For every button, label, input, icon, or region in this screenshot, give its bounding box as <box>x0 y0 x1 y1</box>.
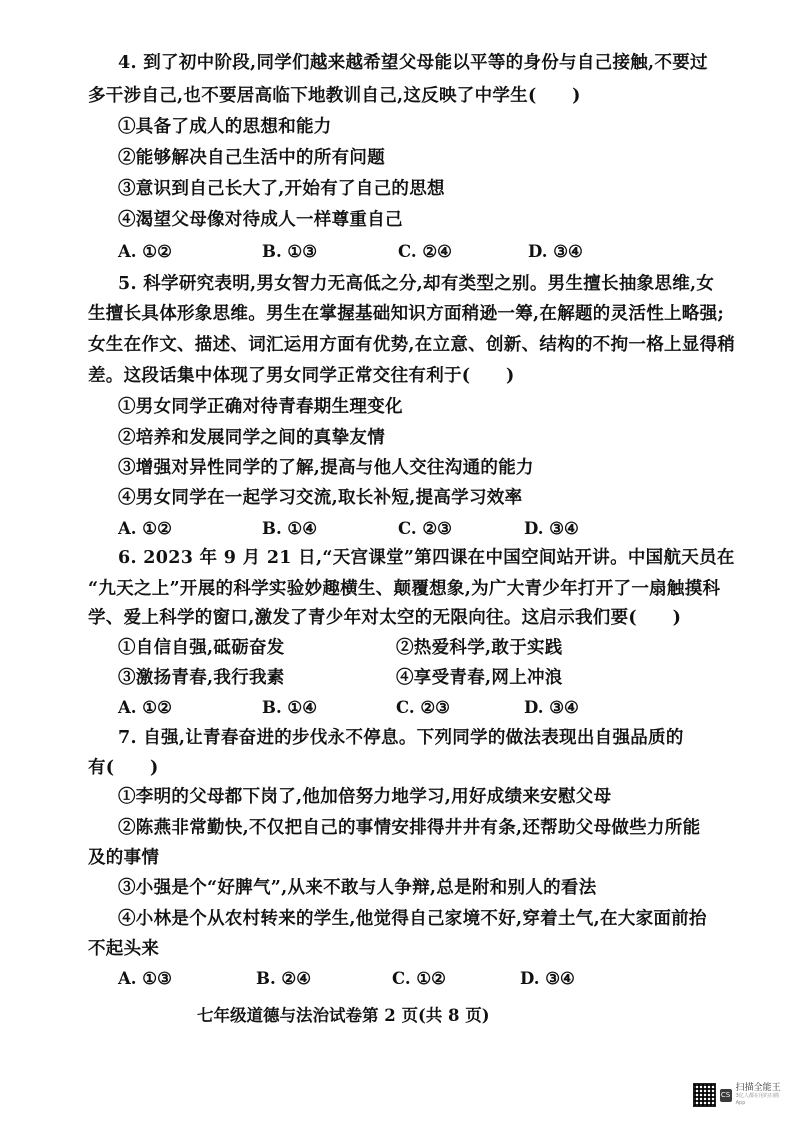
q6-stem-line3: 学、爱上科学的窗口,激发了青少年对太空的无限向往。这启示我们要( ) <box>88 608 682 628</box>
q7-item-4-line1: ④小林是个从农村转来的学生,他觉得自己家境不好,穿着土气,在大家面前抬 <box>118 909 707 929</box>
q7-item-3: ③小强是个“好脾气”,从来不敢与人争辩,总是附和别人的看法 <box>118 878 597 898</box>
q4-item-1: ①具备了成人的思想和能力 <box>118 117 332 137</box>
q6-stem-line2: “九天之上”开展的科学实验妙趣横生、颠覆想象,为广大青少年打开了一扇触摸科 <box>88 579 721 599</box>
q7-item-4-line2: 不起头来 <box>88 939 160 959</box>
q5-item-2: ②培养和发展同学之间的真挚友情 <box>118 428 385 448</box>
q7-item-2-line1: ②陈燕非常勤快,不仅把自己的事情安排得井井有条,还帮助父母做些力所能 <box>118 818 701 838</box>
q6-stem-line1: 6. 2023 年 9 月 21 日,“天宫课堂”第四课在中国空间站开讲。中国航天员在 <box>118 548 735 568</box>
q7-choice-d: D. ③④ <box>520 969 575 988</box>
scanner-text <box>736 1083 785 1107</box>
scanner-logo-icon: CS <box>720 1089 732 1102</box>
q6-choice-b: B. ①④ <box>262 698 318 717</box>
q7-stem-line1: 7. 自强,让青春奋进的步伐永不停息。下列同学的做法表现出自强品质的 <box>118 728 684 748</box>
q5-choice-a: A. ①② <box>118 519 172 538</box>
q5-choice-c: C. ②③ <box>398 519 452 538</box>
q5-choice-d: D. ③④ <box>524 519 579 538</box>
q7-item-2-line2: 及的事情 <box>88 848 160 868</box>
q4-item-4: ④渴望父母像对待成人一样尊重自己 <box>118 210 403 230</box>
q4-choice-a: A. ①② <box>118 242 172 261</box>
q7-stem-line2: 有( ) <box>88 758 159 778</box>
q4-choice-c: C. ②④ <box>398 242 452 261</box>
q4-choice-b: B. ①③ <box>262 242 318 261</box>
q4-item-2: ②能够解决自己生活中的所有问题 <box>118 148 385 168</box>
q4-item-3: ③意识到自己长大了,开始有了自己的思想 <box>118 179 445 199</box>
scanner-subtitle: 3亿人都在用的扫描App <box>735 1093 779 1106</box>
q5-stem-line2: 生擅长具体形象思维。男生在掌握基础知识方面稍逊一筹,在解题的灵活性上略强; <box>88 304 725 324</box>
q6-item-3: ③激扬青春,我行我素 <box>118 668 285 688</box>
page-footer: 七年级道德与法治试卷第 2 页(共 8 页) <box>197 1006 490 1025</box>
q5-item-1: ①男女同学正确对待青春期生理变化 <box>118 397 403 417</box>
q7-choice-b: B. ②④ <box>256 969 312 988</box>
q6-item-4: ④享受青春,网上冲浪 <box>396 668 563 688</box>
q6-choice-c: C. ②③ <box>396 698 450 717</box>
scanner-name: 扫描全能王 <box>735 1083 781 1093</box>
q7-choice-a: A. ①③ <box>118 969 172 988</box>
q4-stem-line1: 4. 到了初中阶段,同学们越来越希望父母能以平等的身份与自己接触,不要过 <box>118 53 708 73</box>
q6-choice-a: A. ①② <box>118 698 172 717</box>
q6-item-1: ①自信自强,砥砺奋发 <box>118 638 285 658</box>
q7-choice-c: C. ①② <box>392 969 446 988</box>
q5-choice-b: B. ①④ <box>262 519 318 538</box>
scanner-watermark <box>693 1080 785 1110</box>
q5-item-4: ④男女同学在一起学习交流,取长补短,提高学习效率 <box>118 488 523 508</box>
q6-item-2: ②热爱科学,敢于实践 <box>396 638 563 658</box>
q7-item-1: ①李明的父母都下岗了,他加倍努力地学习,用好成绩来安慰父母 <box>118 787 612 807</box>
q4-stem-line2: 多干涉自己,也不要居高临下地教训自己,这反映了中学生( ) <box>88 86 581 106</box>
q6-choice-d: D. ③④ <box>524 698 579 717</box>
q5-stem-line1: 5. 科学研究表明,男女智力无高低之分,却有类型之别。男生擅长抽象思维,女 <box>118 274 715 294</box>
q5-stem-line3: 女生在作文、描述、词汇运用方面有优势,在立意、创新、结构的不拘一格上显得稍 <box>88 335 736 355</box>
qr-code-icon <box>693 1083 716 1107</box>
q5-item-3: ③增强对异性同学的了解,提高与他人交往沟通的能力 <box>118 458 534 478</box>
q5-stem-line4: 差。这段话集中体现了男女同学正常交往有利于( ) <box>88 366 515 386</box>
q4-choice-d: D. ③④ <box>528 242 583 261</box>
